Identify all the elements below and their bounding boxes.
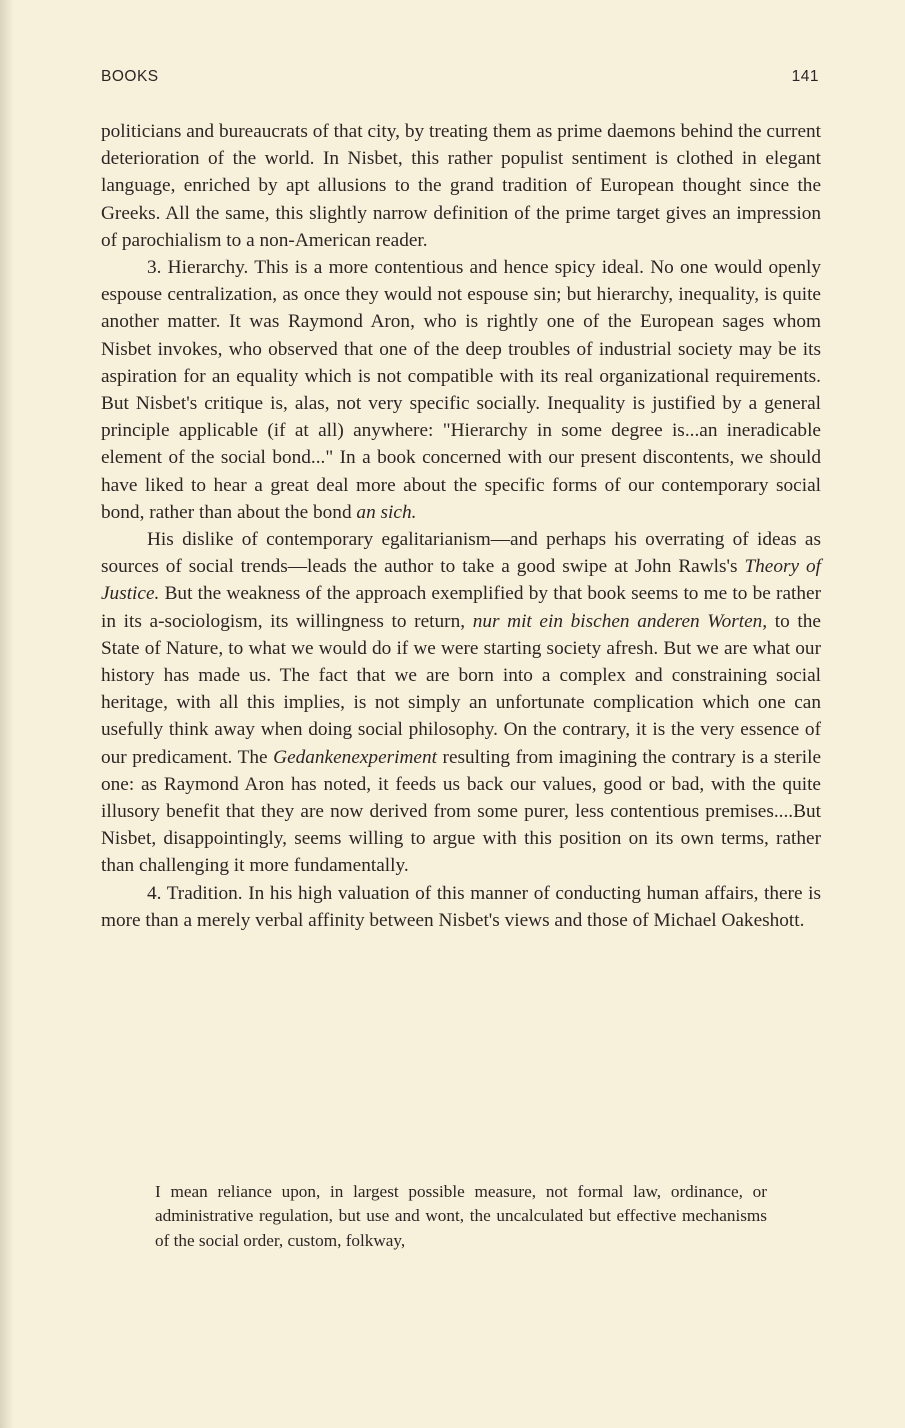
body-text <box>101 118 821 934</box>
text-segment: But the weakness of the approach exemplified by that book seems to me to be rather in its a-sociologism, its willingness to return, <box>101 583 821 632</box>
text-segment: 4. Tradition. In his high valuation of this manner of conducting human affairs, there is more than a merely verbal affinity between Nisbet's views and those of Michael Oakeshott. <box>101 882 821 931</box>
page-number: 141 <box>791 68 819 85</box>
text-segment: 3. Hierarchy. This is a more contentious and hence spicy ideal. No one would openly espouse centralization, as once they would not espouse sin; but hierarchy, inequality, is quite another matter. It was Raymond Aron, who is rightly one of the European sages whom Nisbet invokes, who observed that one of the deep troubles of industrial society may be its aspiration for an equality which is not compatible with its real organizational requirements. But Nisbet's critique is, alas, not very specific socially. Inequality is justified by a general principle applicable (if at all) anywhere: "Hierarchy in some degree is...an ineradicable element of the social bond..." In a book concerned with our present discontents, we should have liked to hear a great deal more about the specific forms of our contemporary social bond, rather than about the bond <box>101 257 821 523</box>
paragraph-rawls <box>101 526 821 880</box>
quotation-text: I mean reliance upon, in largest possible measure, not formal law, ordinance, or administrative regulation, but use and wont, the uncalculated but effective mechanisms of the social order, custom, folkway, <box>155 1182 767 1250</box>
italic-phrase: an sich. <box>356 501 417 523</box>
text-segment: politicians and bureaucrats of that city, by treating them as prime daemons behind the current deterioration of the world. In Nisbet, this rather populist sentiment is clothed in elegant language, enriched by apt allusions to the grand tradition of European thought since the Greeks. All the same, this slightly narrow definition of the prime target gives an impression of parochialism to a non-American reader. <box>101 121 821 251</box>
paragraph-hierarchy <box>101 254 821 526</box>
italic-term: Gedankenexperiment <box>273 746 437 768</box>
page-header <box>101 68 821 90</box>
text-segment: His dislike of contemporary egalitarianism—and perhaps his overrating of ideas as sources of social trends—leads the author to take a good swipe at John Rawls's <box>101 529 821 578</box>
text-segment: to the State of Nature, to what we would do if we were starting society afresh. But we are what our history has made us. The fact that we are born into a complex and constraining social heritage, with all this implies, is not simply an unfortunate complication which one can usefully think away when doing social philosophy. On the contrary, it is the very essence of our predicament. The <box>101 610 821 768</box>
paragraph-tradition <box>101 880 821 934</box>
page-gutter-shadow <box>0 0 14 1428</box>
italic-book-title: Theory of Justice. <box>101 556 821 605</box>
italic-phrase: nur mit ein bischen anderen Worten, <box>472 610 768 632</box>
running-head: BOOKS <box>101 68 159 85</box>
text-segment: resulting from imagining the contrary is a sterile one: as Raymond Aron has noted, it feeds us back our values, good or bad, with the quite illusory benefit that they are now derived from some purer, less contentious premises....But Nisbet, disappointingly, seems willing to argue with this position on its own terms, rather than challenging it more fundamentally. <box>101 746 822 877</box>
paragraph-continuation <box>101 118 821 254</box>
block-quotation <box>155 1180 767 1253</box>
